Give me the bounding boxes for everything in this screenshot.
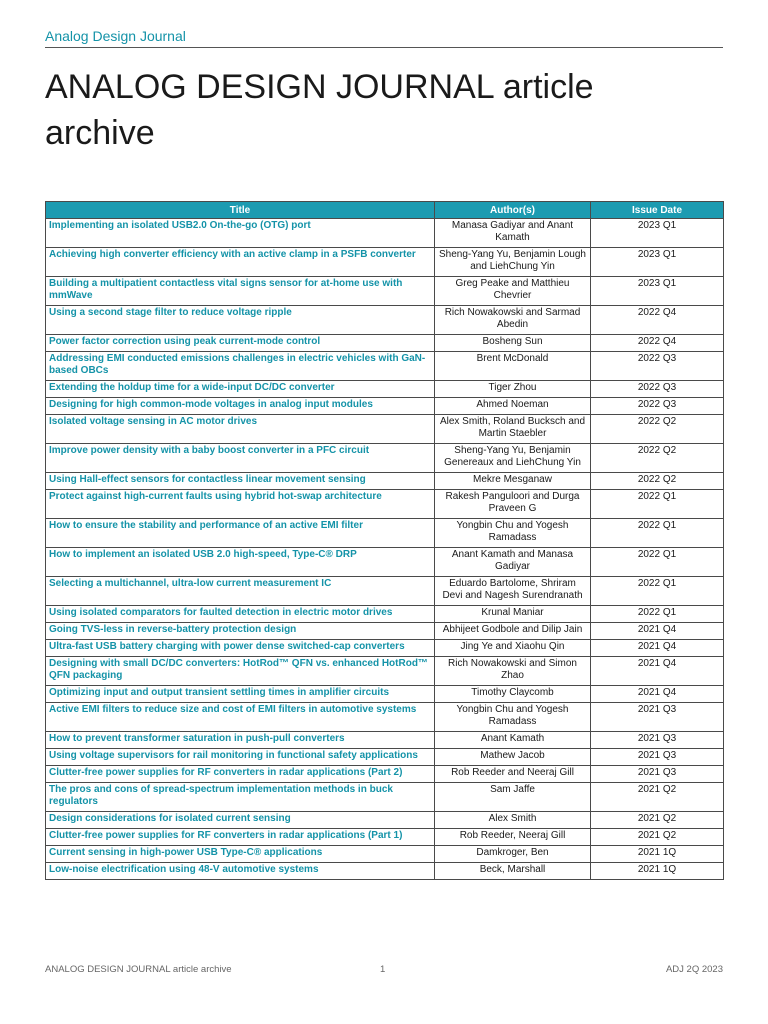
table-row [46,398,724,415]
article-authors: Timothy Claycomb [435,686,591,703]
article-authors: Rich Nowakowski and Sarmad Abedin [435,306,591,335]
table-row [46,623,724,640]
article-issue-date: 2022 Q3 [591,352,724,381]
article-title-link[interactable]: Using a second stage filter to reduce voltage ripple [46,306,435,335]
article-issue-date: 2022 Q4 [591,335,724,352]
article-authors: Bosheng Sun [435,335,591,352]
article-issue-date: 2021 Q4 [591,623,724,640]
article-issue-date: 2022 Q3 [591,381,724,398]
article-authors: Rob Reeder and Neeraj Gill [435,766,591,783]
article-authors: Manasa Gadiyar and Anant Kamath [435,219,591,248]
column-header-title: Title [46,202,435,219]
article-issue-date: 2022 Q3 [591,398,724,415]
article-issue-date: 2022 Q2 [591,473,724,490]
article-title-link[interactable]: Addressing EMI conducted emissions challenges in electric vehicles with GaN-based OBCs [46,352,435,381]
article-issue-date: 2021 1Q [591,846,724,863]
column-header-authors: Author(s) [435,202,591,219]
article-title-link[interactable]: Improve power density with a baby boost converter in a PFC circuit [46,444,435,473]
article-title-link[interactable]: How to implement an isolated USB 2.0 high-speed, Type-C® DRP [46,548,435,577]
table-row [46,812,724,829]
table-row [46,577,724,606]
article-title-link[interactable]: Extending the holdup time for a wide-input DC/DC converter [46,381,435,398]
table-row [46,352,724,381]
table-row [46,248,724,277]
article-issue-date: 2023 Q1 [591,219,724,248]
table-row [46,473,724,490]
article-title-link[interactable]: Achieving high converter efficiency with an active clamp in a PSFB converter [46,248,435,277]
article-authors: Krunal Maniar [435,606,591,623]
article-issue-date: 2022 Q1 [591,577,724,606]
article-authors: Ahmed Noeman [435,398,591,415]
table-header-row [46,202,724,219]
article-issue-date: 2021 Q3 [591,749,724,766]
article-authors: Tiger Zhou [435,381,591,398]
article-issue-date: 2022 Q1 [591,519,724,548]
article-authors: Alex Smith [435,812,591,829]
table-row [46,444,724,473]
article-title-link[interactable]: Using voltage supervisors for rail monitoring in functional safety applications [46,749,435,766]
article-issue-date: 2021 Q3 [591,732,724,749]
running-head: Analog Design Journal [45,28,186,44]
table-row [46,846,724,863]
table-row [46,640,724,657]
article-title-link[interactable]: The pros and cons of spread-spectrum implementation methods in buck regulators [46,783,435,812]
article-issue-date: 2022 Q1 [591,548,724,577]
article-title-link[interactable]: How to prevent transformer saturation in push-pull converters [46,732,435,749]
table-row [46,783,724,812]
article-archive-table [45,201,724,880]
article-authors: Eduardo Bartolome, Shriram Devi and Nagesh Surendranath [435,577,591,606]
table-row [46,219,724,248]
article-authors: Anant Kamath [435,732,591,749]
article-authors: Yongbin Chu and Yogesh Ramadass [435,703,591,732]
article-title-link[interactable]: Clutter-free power supplies for RF converters in radar applications (Part 2) [46,766,435,783]
table-row [46,335,724,352]
article-authors: Mathew Jacob [435,749,591,766]
article-title-link[interactable]: Going TVS-less in reverse-battery protection design [46,623,435,640]
article-title-link[interactable]: Designing with small DC/DC converters: HotRod™ QFN vs. enhanced HotRod™ QFN packaging [46,657,435,686]
article-issue-date: 2022 Q1 [591,490,724,519]
article-issue-date: 2022 Q2 [591,415,724,444]
article-title-link[interactable]: Design considerations for isolated current sensing [46,812,435,829]
table-row [46,829,724,846]
article-title-link[interactable]: Selecting a multichannel, ultra-low current measurement IC [46,577,435,606]
article-authors: Beck, Marshall [435,863,591,880]
article-issue-date: 2021 Q4 [591,640,724,657]
article-issue-date: 2022 Q2 [591,444,724,473]
article-authors: Yongbin Chu and Yogesh Ramadass [435,519,591,548]
table-row [46,686,724,703]
article-issue-date: 2021 Q3 [591,703,724,732]
article-title-link[interactable]: How to ensure the stability and performance of an active EMI filter [46,519,435,548]
article-authors: Greg Peake and Matthieu Chevrier [435,277,591,306]
table-row [46,766,724,783]
article-title-link[interactable]: Active EMI filters to reduce size and cost of EMI filters in automotive systems [46,703,435,732]
table-row [46,519,724,548]
article-authors: Mekre Mesganaw [435,473,591,490]
article-authors: Anant Kamath and Manasa Gadiyar [435,548,591,577]
article-authors: Sheng-Yang Yu, Benjamin Genereaux and LiehChung Yin [435,444,591,473]
article-issue-date: 2021 Q3 [591,766,724,783]
article-authors: Sheng-Yang Yu, Benjamin Lough and LiehChung Yin [435,248,591,277]
article-authors: Sam Jaffe [435,783,591,812]
article-title-link[interactable]: Building a multipatient contactless vital signs sensor for at-home use with mmWave [46,277,435,306]
article-title-link[interactable]: Ultra-fast USB battery charging with power dense switched-cap converters [46,640,435,657]
table-row [46,548,724,577]
table-row [46,490,724,519]
article-issue-date: 2022 Q1 [591,606,724,623]
article-issue-date: 2021 Q2 [591,829,724,846]
footer-title: ANALOG DESIGN JOURNAL article archive [45,964,232,975]
table-row [46,381,724,398]
header-divider [45,47,723,48]
article-title-link[interactable]: Using Hall-effect sensors for contactless linear movement sensing [46,473,435,490]
article-issue-date: 2021 Q2 [591,783,724,812]
page-title: ANALOG DESIGN JOURNAL article archive [45,68,594,152]
article-issue-date: 2021 Q4 [591,657,724,686]
article-issue-date: 2021 Q4 [591,686,724,703]
article-authors: Rich Nowakowski and Simon Zhao [435,657,591,686]
article-issue-date: 2021 1Q [591,863,724,880]
article-title-link[interactable]: Designing for high common-mode voltages in analog input modules [46,398,435,415]
article-title-link[interactable]: Isolated voltage sensing in AC motor drives [46,415,435,444]
article-authors: Rob Reeder, Neeraj Gill [435,829,591,846]
table-row [46,749,724,766]
table-row [46,606,724,623]
article-title-link[interactable]: Protect against high-current faults using hybrid hot-swap architecture [46,490,435,519]
article-title-link[interactable]: Power factor correction using peak current-mode control [46,335,435,352]
article-issue-date: 2021 Q2 [591,812,724,829]
article-issue-date: 2023 Q1 [591,277,724,306]
table-row [46,703,724,732]
article-authors: Brent McDonald [435,352,591,381]
column-header-issue-date: Issue Date [591,202,724,219]
article-authors: Abhijeet Godbole and Dilip Jain [435,623,591,640]
article-title-link[interactable]: Implementing an isolated USB2.0 On-the-go (OTG) port [46,219,435,248]
footer-issue: ADJ 2Q 2023 [665,964,723,975]
article-authors: Rakesh Panguloori and Durga Praveen G [435,490,591,519]
article-title-link[interactable]: Low-noise electrification using 48-V automotive systems [46,863,435,880]
article-title-link[interactable]: Using isolated comparators for faulted detection in electric motor drives [46,606,435,623]
article-title-link[interactable]: Current sensing in high-power USB Type-C® applications [46,846,435,863]
table-row [46,657,724,686]
table-row [46,306,724,335]
article-title-link[interactable]: Optimizing input and output transient settling times in amplifier circuits [46,686,435,703]
article-authors: Damkroger, Ben [435,846,591,863]
article-issue-date: 2023 Q1 [591,248,724,277]
footer-page-number: 1 [380,964,386,975]
table-row [46,415,724,444]
article-issue-date: 2022 Q4 [591,306,724,335]
table-row [46,732,724,749]
article-title-link[interactable]: Clutter-free power supplies for RF converters in radar applications (Part 1) [46,829,435,846]
article-authors: Jing Ye and Xiaohu Qin [435,640,591,657]
table-row [46,277,724,306]
article-authors: Alex Smith, Roland Bucksch and Martin Staebler [435,415,591,444]
table-row [46,863,724,880]
